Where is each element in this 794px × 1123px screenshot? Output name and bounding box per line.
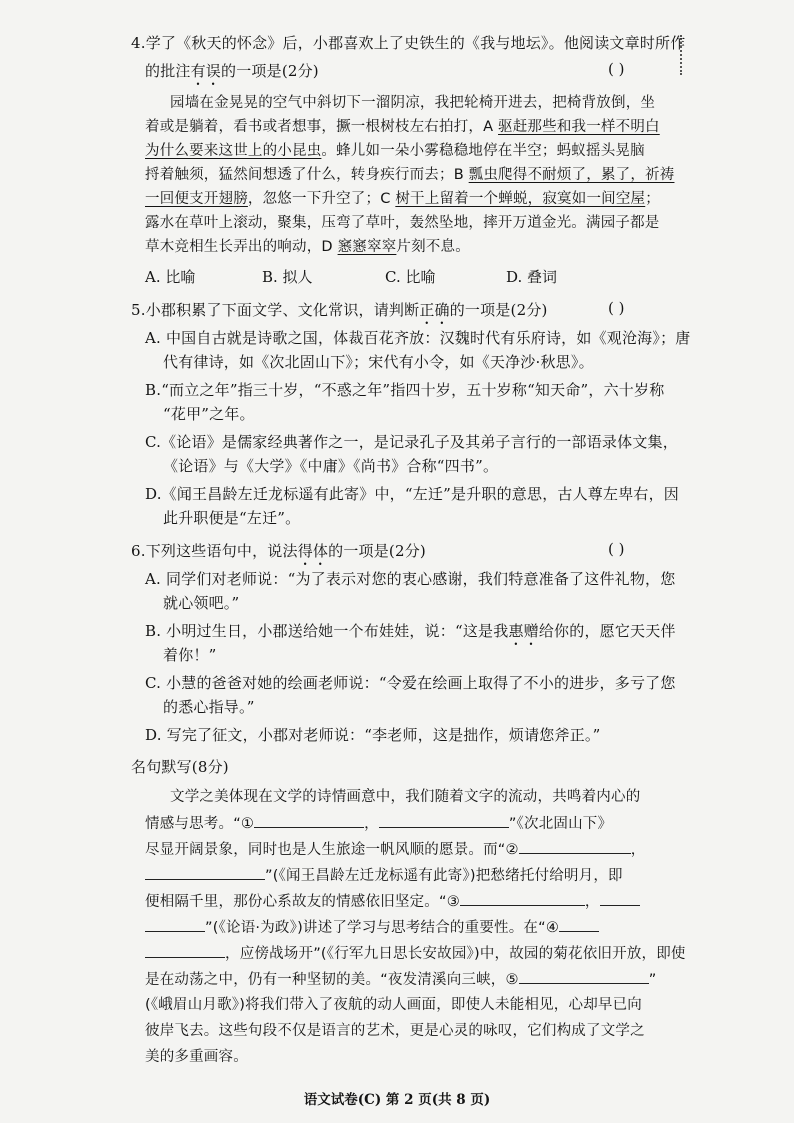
q6-option-a-line1[interactable]: A. 同学们对老师说：“为了表示对您的衷心感谢，我们特意准备了这件礼物，您 — [145, 570, 676, 588]
q7-line7: ，应傍战场开”(《行军九日思长安故园》)中，故园的菊花依旧开放，即使 — [145, 942, 686, 965]
q7-title: 名句默写(8分) — [131, 758, 229, 776]
q7-line1: 文学之美体现在文学的诗情画意中，我们随着文字的流动，共鸣着内心的 — [170, 789, 641, 805]
q6-option-c-line2: 的悉心指导。” — [163, 698, 255, 716]
q4-passage-line6: 露水在草叶上滚动，聚集，压弯了草叶，轰然坠地，摔开万道金光。满园子都是 — [145, 215, 660, 231]
q6-option-c-line1[interactable]: C. 小慧的爸爸对她的绘画老师说：“令爱在绘画上取得了不小的进步，多亏了您 — [145, 674, 676, 692]
q5-option-b-line1[interactable]: B.“而立之年”指三十岁，“不惑之年”指四十岁，五十岁称“知天命”，六十岁称 — [145, 381, 665, 399]
page-footer: 语文试卷(C) 第 2 页(共 8 页) — [303, 1092, 491, 1108]
q4-passage-line7: 草木竞相生长弄出的响动，D 窸窸窣窣片刻不息。 — [145, 239, 470, 255]
q5-option-a-line1[interactable]: A. 中国自古就是诗歌之国，体裁百花齐放：汉魏时代有乐府诗，如《观沧海》；唐 — [145, 329, 691, 347]
blank-3b-end[interactable] — [145, 916, 205, 932]
q5-option-d-line1[interactable]: D.《闻王昌龄左迁龙标遥有此寄》中，“左迁”是升职的意思，古人尊左卑右，因 — [145, 485, 680, 503]
blank-2b[interactable] — [145, 864, 265, 880]
q7-line9: (《峨眉山月歌》)将我们带入了夜航的动人画面，即使人未能相见，心却早已向 — [145, 997, 643, 1013]
q6-option-b-line1[interactable]: B. 小明过生日，小郡送给她一个布娃娃，说：“这是我惠赠给你的，愿它天天伴 — [145, 622, 676, 640]
q4-stem-line2: 的批注有误的一项是(2分) — [145, 62, 319, 80]
blank-1a[interactable] — [254, 812, 364, 828]
q7-line10: 彼岸飞去。这些句段不仅是语言的艺术，更是心灵的咏叹，它们构成了文学之 — [145, 1023, 645, 1039]
blank-3a[interactable] — [460, 890, 585, 906]
q4-option-a[interactable]: A. 比喻 — [145, 268, 196, 286]
q4-passage-line5: 一回便支开翅膀，忽悠一下升空了；C 树干上留着一个蝉蜕，寂寞如一间空屋； — [145, 191, 660, 207]
blank-4-start[interactable] — [559, 916, 599, 932]
q7-line4: ”(《闻王昌龄左迁龙标遥有此寄》)把愁绪托付给明月，即 — [145, 864, 623, 887]
q6-option-b-line2: 着你！” — [163, 646, 217, 664]
q5-stem: 5.小郡积累了下面文学、文化常识，请判断正确的一项是(2分) — [131, 301, 548, 319]
blank-1b[interactable] — [379, 812, 509, 828]
blank-3b-start[interactable] — [600, 890, 640, 906]
q6-answer-paren[interactable]: ( ) — [608, 540, 625, 558]
q4-answer-paren[interactable]: ( ) — [608, 60, 625, 78]
q7-line2: 情感与思考。“① ， ”《次北固山下》 — [145, 812, 612, 835]
q6-option-d-line1[interactable]: D. 写完了征文，小郡对老师说：“李老师，这是拙作，烦请您斧正。” — [145, 726, 601, 744]
q4-option-d[interactable]: D. 叠词 — [506, 268, 558, 286]
q4-passage-line2: 着或是躺着，看书或者想事，撅一根树枝左右拍打，A 驱赶那些和我一样不明白 — [145, 119, 660, 135]
blank-5[interactable] — [519, 968, 649, 984]
q5-option-d-line2: 此升职便是“左迁”。 — [163, 509, 301, 527]
q7-line11: 美的多重画容。 — [145, 1049, 248, 1065]
q6-stem: 6.下列这些语句中，说法得体的一项是(2分) — [131, 542, 426, 560]
q4-passage-line3: 为什么要来这世上的小昆虫。蜂儿如一朵小雾稳稳地停在半空；蚂蚁摇头晃脑 — [145, 143, 645, 159]
q4-stem-line1: 4.学了《秋天的怀念》后，小郡喜欢上了史铁生的《我与地坛》。他阅读文章时所作 — [131, 34, 686, 52]
q5-answer-paren[interactable]: ( ) — [608, 299, 625, 317]
blank-2a[interactable] — [519, 838, 631, 854]
q4-passage-line4: 捋着触须，猛然间想透了什么，转身疾行而去；B 瓢虫爬得不耐烦了，累了，祈祷 — [145, 167, 675, 183]
q7-line8: 是在动荡之中，仍有一种坚韧的美。“夜发清溪向三峡，⑤ ” — [145, 968, 656, 991]
blank-4-end[interactable] — [145, 942, 225, 958]
q5-option-c-line1[interactable]: C.《论语》是儒家经典著作之一，是记录孔子及其弟子言行的一部语录体文集， — [145, 433, 678, 451]
q4-option-c[interactable]: C. 比喻 — [385, 268, 436, 286]
q7-line5: 便相隔千里，那份心系故友的情感依旧坚定。“③ ， — [145, 890, 640, 913]
emphasis-wrong: 有误 — [190, 62, 222, 80]
q7-line6: ”(《论语·为政》)讲述了学习与思考结合的重要性。在“④ — [145, 916, 599, 939]
q6-option-a-line2: 就心领吧。” — [163, 594, 240, 612]
q5-option-c-line2: 《论语》与《大学》《中庸》《尚书》合称“四书”。 — [163, 457, 499, 475]
q5-option-b-line2: “花甲”之年。 — [163, 405, 255, 423]
q5-option-a-line2: 代有律诗，如《次北固山下》；宋代有小令，如《天净沙·秋思》。 — [163, 353, 594, 371]
q7-line3: 尽显开阔景象，同时也是人生旅途一帆风顺的愿景。而“② ， — [145, 838, 645, 861]
q4-passage-line1: 园墙在金晃晃的空气中斜切下一溜阴凉，我把轮椅开进去，把椅背放倒，坐 — [170, 95, 656, 111]
q4-option-b[interactable]: B. 拟人 — [262, 268, 313, 286]
